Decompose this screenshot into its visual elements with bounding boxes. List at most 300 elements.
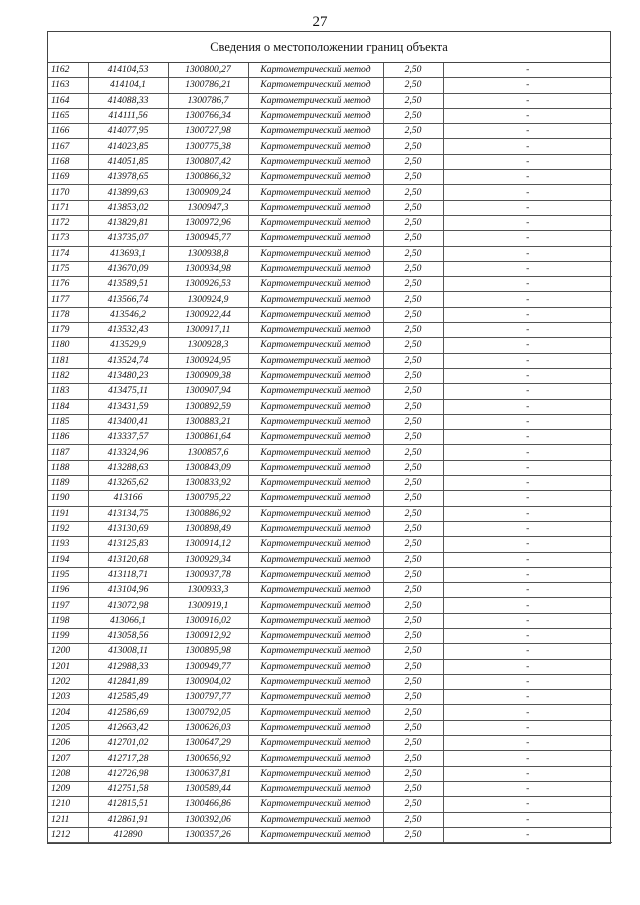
x-coordinate-cell: 412841,89 — [88, 674, 168, 689]
y-coordinate-cell: 1300914,12 — [168, 537, 248, 552]
precision-cell: 2,50 — [383, 705, 443, 720]
table-row — [48, 506, 612, 521]
precision-cell: 2,50 — [383, 781, 443, 796]
description-cell: - — [443, 537, 612, 552]
description-cell: - — [443, 644, 612, 659]
precision-cell: 2,50 — [383, 63, 443, 78]
table-row — [48, 185, 612, 200]
precision-cell: 2,50 — [383, 108, 443, 123]
precision-cell: 2,50 — [383, 797, 443, 812]
table-row — [48, 124, 612, 139]
y-coordinate-cell: 1300937,78 — [168, 567, 248, 582]
y-coordinate-cell: 1300883,21 — [168, 414, 248, 429]
y-coordinate-cell: 1300786,21 — [168, 78, 248, 93]
description-cell: - — [443, 185, 612, 200]
table-row — [48, 460, 612, 475]
precision-cell: 2,50 — [383, 674, 443, 689]
y-coordinate-cell: 1300800,27 — [168, 63, 248, 78]
x-coordinate-cell: 413058,56 — [88, 628, 168, 643]
point-number-cell: 1210 — [48, 797, 88, 812]
y-coordinate-cell: 1300857,6 — [168, 445, 248, 460]
y-coordinate-cell: 1300727,98 — [168, 124, 248, 139]
method-cell: Картометрический метод — [248, 583, 383, 598]
x-coordinate-cell: 413324,96 — [88, 445, 168, 460]
y-coordinate-cell: 1300929,34 — [168, 552, 248, 567]
method-cell: Картометрический метод — [248, 353, 383, 368]
x-coordinate-cell: 412663,42 — [88, 720, 168, 735]
description-cell: - — [443, 139, 612, 154]
description-cell: - — [443, 690, 612, 705]
precision-cell: 2,50 — [383, 261, 443, 276]
point-number-cell: 1206 — [48, 736, 88, 751]
method-cell: Картометрический метод — [248, 185, 383, 200]
description-cell: - — [443, 506, 612, 521]
table-row — [48, 231, 612, 246]
table-row — [48, 292, 612, 307]
point-number-cell: 1194 — [48, 552, 88, 567]
description-cell: - — [443, 414, 612, 429]
method-cell: Картометрический метод — [248, 63, 383, 78]
y-coordinate-cell: 1300934,98 — [168, 261, 248, 276]
y-coordinate-cell: 1300892,59 — [168, 399, 248, 414]
method-cell: Картометрический метод — [248, 384, 383, 399]
x-coordinate-cell: 412815,51 — [88, 797, 168, 812]
table-row — [48, 644, 612, 659]
y-coordinate-cell: 1300866,32 — [168, 170, 248, 185]
description-cell: - — [443, 628, 612, 643]
point-number-cell: 1187 — [48, 445, 88, 460]
point-number-cell: 1167 — [48, 139, 88, 154]
x-coordinate-cell: 413265,62 — [88, 476, 168, 491]
description-cell: - — [443, 674, 612, 689]
table-row — [48, 583, 612, 598]
point-number-cell: 1202 — [48, 674, 88, 689]
description-cell: - — [443, 323, 612, 338]
method-cell: Картометрический метод — [248, 170, 383, 185]
coordinates-table-body — [48, 63, 612, 843]
y-coordinate-cell: 1300922,44 — [168, 307, 248, 322]
x-coordinate-cell: 414104,53 — [88, 63, 168, 78]
description-cell: - — [443, 552, 612, 567]
precision-cell: 2,50 — [383, 598, 443, 613]
x-coordinate-cell: 413480,23 — [88, 368, 168, 383]
precision-cell: 2,50 — [383, 812, 443, 827]
point-number-cell: 1195 — [48, 567, 88, 582]
precision-cell: 2,50 — [383, 93, 443, 108]
precision-cell: 2,50 — [383, 552, 443, 567]
point-number-cell: 1180 — [48, 338, 88, 353]
method-cell: Картометрический метод — [248, 628, 383, 643]
description-cell: - — [443, 353, 612, 368]
table-row — [48, 690, 612, 705]
method-cell: Картометрический метод — [248, 812, 383, 827]
point-number-cell: 1182 — [48, 368, 88, 383]
y-coordinate-cell: 1300392,06 — [168, 812, 248, 827]
table-row — [48, 139, 612, 154]
method-cell: Картометрический метод — [248, 399, 383, 414]
precision-cell: 2,50 — [383, 460, 443, 475]
table-row — [48, 491, 612, 506]
x-coordinate-cell: 413120,68 — [88, 552, 168, 567]
table-row — [48, 812, 612, 827]
method-cell: Картометрический метод — [248, 215, 383, 230]
y-coordinate-cell: 1300833,92 — [168, 476, 248, 491]
table-row — [48, 108, 612, 123]
method-cell: Картометрический метод — [248, 506, 383, 521]
precision-cell: 2,50 — [383, 170, 443, 185]
y-coordinate-cell: 1300947,3 — [168, 200, 248, 215]
description-cell: - — [443, 736, 612, 751]
table-row — [48, 797, 612, 812]
y-coordinate-cell: 1300916,02 — [168, 613, 248, 628]
description-cell: - — [443, 567, 612, 582]
y-coordinate-cell: 1300626,03 — [168, 720, 248, 735]
table-row — [48, 200, 612, 215]
point-number-cell: 1200 — [48, 644, 88, 659]
method-cell: Картометрический метод — [248, 323, 383, 338]
description-cell: - — [443, 154, 612, 169]
x-coordinate-cell: 414111,56 — [88, 108, 168, 123]
description-cell: - — [443, 200, 612, 215]
point-number-cell: 1184 — [48, 399, 88, 414]
table-row — [48, 552, 612, 567]
table-row — [48, 445, 612, 460]
point-number-cell: 1189 — [48, 476, 88, 491]
x-coordinate-cell: 414088,33 — [88, 93, 168, 108]
point-number-cell: 1171 — [48, 200, 88, 215]
table-row — [48, 93, 612, 108]
description-cell: - — [443, 583, 612, 598]
description-cell: - — [443, 445, 612, 460]
description-cell: - — [443, 476, 612, 491]
description-cell: - — [443, 827, 612, 842]
description-cell: - — [443, 231, 612, 246]
y-coordinate-cell: 1300907,94 — [168, 384, 248, 399]
precision-cell: 2,50 — [383, 277, 443, 292]
x-coordinate-cell: 413529,9 — [88, 338, 168, 353]
precision-cell: 2,50 — [383, 751, 443, 766]
table-row — [48, 537, 612, 552]
table-row — [48, 736, 612, 751]
point-number-cell: 1193 — [48, 537, 88, 552]
precision-cell: 2,50 — [383, 231, 443, 246]
precision-cell: 2,50 — [383, 567, 443, 582]
table-row — [48, 720, 612, 735]
precision-cell: 2,50 — [383, 583, 443, 598]
method-cell: Картометрический метод — [248, 200, 383, 215]
method-cell: Картометрический метод — [248, 460, 383, 475]
description-cell: - — [443, 720, 612, 735]
x-coordinate-cell: 413532,43 — [88, 323, 168, 338]
table-row — [48, 827, 612, 842]
method-cell: Картометрический метод — [248, 445, 383, 460]
table-row — [48, 521, 612, 536]
method-cell: Картометрический метод — [248, 246, 383, 261]
description-cell: - — [443, 307, 612, 322]
y-coordinate-cell: 1300647,29 — [168, 736, 248, 751]
table-row — [48, 430, 612, 445]
x-coordinate-cell: 413735,07 — [88, 231, 168, 246]
method-cell: Картометрический метод — [248, 827, 383, 842]
point-number-cell: 1205 — [48, 720, 88, 735]
point-number-cell: 1178 — [48, 307, 88, 322]
point-number-cell: 1163 — [48, 78, 88, 93]
table-row — [48, 261, 612, 276]
precision-cell: 2,50 — [383, 720, 443, 735]
point-number-cell: 1191 — [48, 506, 88, 521]
method-cell: Картометрический метод — [248, 674, 383, 689]
table-row — [48, 384, 612, 399]
point-number-cell: 1172 — [48, 215, 88, 230]
y-coordinate-cell: 1300775,38 — [168, 139, 248, 154]
point-number-cell: 1176 — [48, 277, 88, 292]
y-coordinate-cell: 1300797,77 — [168, 690, 248, 705]
method-cell: Картометрический метод — [248, 797, 383, 812]
x-coordinate-cell: 412701,02 — [88, 736, 168, 751]
x-coordinate-cell: 412988,33 — [88, 659, 168, 674]
precision-cell: 2,50 — [383, 185, 443, 200]
description-cell: - — [443, 797, 612, 812]
method-cell: Картометрический метод — [248, 277, 383, 292]
table-row — [48, 751, 612, 766]
method-cell: Картометрический метод — [248, 705, 383, 720]
point-number-cell: 1196 — [48, 583, 88, 598]
method-cell: Картометрический метод — [248, 751, 383, 766]
description-cell: - — [443, 781, 612, 796]
precision-cell: 2,50 — [383, 613, 443, 628]
method-cell: Картометрический метод — [248, 521, 383, 536]
table-row — [48, 705, 612, 720]
x-coordinate-cell: 413524,74 — [88, 353, 168, 368]
y-coordinate-cell: 1300924,95 — [168, 353, 248, 368]
x-coordinate-cell: 412751,58 — [88, 781, 168, 796]
y-coordinate-cell: 1300786,7 — [168, 93, 248, 108]
y-coordinate-cell: 1300917,11 — [168, 323, 248, 338]
x-coordinate-cell: 414104,1 — [88, 78, 168, 93]
x-coordinate-cell: 413008,11 — [88, 644, 168, 659]
point-number-cell: 1211 — [48, 812, 88, 827]
y-coordinate-cell: 1300938,8 — [168, 246, 248, 261]
x-coordinate-cell: 413829,81 — [88, 215, 168, 230]
description-cell: - — [443, 108, 612, 123]
method-cell: Картометрический метод — [248, 766, 383, 781]
x-coordinate-cell: 413978,65 — [88, 170, 168, 185]
point-number-cell: 1166 — [48, 124, 88, 139]
point-number-cell: 1165 — [48, 108, 88, 123]
x-coordinate-cell: 414051,85 — [88, 154, 168, 169]
table-row — [48, 598, 612, 613]
precision-cell: 2,50 — [383, 200, 443, 215]
description-cell: - — [443, 705, 612, 720]
precision-cell: 2,50 — [383, 414, 443, 429]
point-number-cell: 1192 — [48, 521, 88, 536]
x-coordinate-cell: 413125,83 — [88, 537, 168, 552]
method-cell: Картометрический метод — [248, 567, 383, 582]
precision-cell: 2,50 — [383, 736, 443, 751]
precision-cell: 2,50 — [383, 628, 443, 643]
precision-cell: 2,50 — [383, 124, 443, 139]
x-coordinate-cell: 413589,51 — [88, 277, 168, 292]
precision-cell: 2,50 — [383, 644, 443, 659]
precision-cell: 2,50 — [383, 537, 443, 552]
precision-cell: 2,50 — [383, 292, 443, 307]
y-coordinate-cell: 1300919,1 — [168, 598, 248, 613]
description-cell: - — [443, 766, 612, 781]
x-coordinate-cell: 413130,69 — [88, 521, 168, 536]
table-row — [48, 154, 612, 169]
precision-cell: 2,50 — [383, 506, 443, 521]
precision-cell: 2,50 — [383, 399, 443, 414]
description-cell: - — [443, 215, 612, 230]
method-cell: Картометрический метод — [248, 154, 383, 169]
y-coordinate-cell: 1300926,53 — [168, 277, 248, 292]
description-cell: - — [443, 368, 612, 383]
precision-cell: 2,50 — [383, 307, 443, 322]
x-coordinate-cell: 413693,1 — [88, 246, 168, 261]
precision-cell: 2,50 — [383, 690, 443, 705]
y-coordinate-cell: 1300972,96 — [168, 215, 248, 230]
method-cell: Картометрический метод — [248, 368, 383, 383]
y-coordinate-cell: 1300656,92 — [168, 751, 248, 766]
table-row — [48, 277, 612, 292]
x-coordinate-cell: 414023,85 — [88, 139, 168, 154]
method-cell: Картометрический метод — [248, 659, 383, 674]
x-coordinate-cell: 412717,28 — [88, 751, 168, 766]
method-cell: Картометрический метод — [248, 108, 383, 123]
point-number-cell: 1190 — [48, 491, 88, 506]
x-coordinate-cell: 413066,1 — [88, 613, 168, 628]
description-cell: - — [443, 338, 612, 353]
table-row — [48, 353, 612, 368]
description-cell: - — [443, 613, 612, 628]
x-coordinate-cell: 412585,49 — [88, 690, 168, 705]
x-coordinate-cell: 413546,2 — [88, 307, 168, 322]
method-cell: Картометрический метод — [248, 781, 383, 796]
point-number-cell: 1186 — [48, 430, 88, 445]
point-number-cell: 1173 — [48, 231, 88, 246]
y-coordinate-cell: 1300904,02 — [168, 674, 248, 689]
point-number-cell: 1203 — [48, 690, 88, 705]
description-cell: - — [443, 399, 612, 414]
x-coordinate-cell: 412890 — [88, 827, 168, 842]
y-coordinate-cell: 1300933,3 — [168, 583, 248, 598]
method-cell: Картометрический метод — [248, 414, 383, 429]
y-coordinate-cell: 1300466,86 — [168, 797, 248, 812]
precision-cell: 2,50 — [383, 215, 443, 230]
description-cell: - — [443, 124, 612, 139]
point-number-cell: 1208 — [48, 766, 88, 781]
y-coordinate-cell: 1300843,09 — [168, 460, 248, 475]
table-row — [48, 659, 612, 674]
precision-cell: 2,50 — [383, 766, 443, 781]
point-number-cell: 1183 — [48, 384, 88, 399]
table-row — [48, 246, 612, 261]
method-cell: Картометрический метод — [248, 292, 383, 307]
y-coordinate-cell: 1300637,81 — [168, 766, 248, 781]
y-coordinate-cell: 1300909,24 — [168, 185, 248, 200]
y-coordinate-cell: 1300589,44 — [168, 781, 248, 796]
description-cell: - — [443, 292, 612, 307]
table-row — [48, 567, 612, 582]
precision-cell: 2,50 — [383, 445, 443, 460]
method-cell: Картометрический метод — [248, 537, 383, 552]
x-coordinate-cell: 412861,91 — [88, 812, 168, 827]
description-cell: - — [443, 598, 612, 613]
point-number-cell: 1168 — [48, 154, 88, 169]
y-coordinate-cell: 1300912,92 — [168, 628, 248, 643]
x-coordinate-cell: 413104,96 — [88, 583, 168, 598]
table-row — [48, 215, 612, 230]
description-cell: - — [443, 460, 612, 475]
point-number-cell: 1181 — [48, 353, 88, 368]
x-coordinate-cell: 412726,98 — [88, 766, 168, 781]
y-coordinate-cell: 1300895,98 — [168, 644, 248, 659]
page-number: 27 — [312, 14, 328, 30]
method-cell: Картометрический метод — [248, 552, 383, 567]
x-coordinate-cell: 413475,11 — [88, 384, 168, 399]
point-number-cell: 1198 — [48, 613, 88, 628]
x-coordinate-cell: 413431,59 — [88, 399, 168, 414]
point-number-cell: 1179 — [48, 323, 88, 338]
point-number-cell: 1185 — [48, 414, 88, 429]
point-number-cell: 1170 — [48, 185, 88, 200]
precision-cell: 2,50 — [383, 338, 443, 353]
method-cell: Картометрический метод — [248, 338, 383, 353]
point-number-cell: 1177 — [48, 292, 88, 307]
point-number-cell: 1197 — [48, 598, 88, 613]
method-cell: Картометрический метод — [248, 598, 383, 613]
table-row — [48, 338, 612, 353]
precision-cell: 2,50 — [383, 78, 443, 93]
precision-cell: 2,50 — [383, 476, 443, 491]
method-cell: Картометрический метод — [248, 644, 383, 659]
coordinates-frame — [47, 31, 611, 844]
coordinates-table — [48, 63, 612, 843]
method-cell: Картометрический метод — [248, 78, 383, 93]
method-cell: Картометрический метод — [248, 476, 383, 491]
point-number-cell: 1174 — [48, 246, 88, 261]
method-cell: Картометрический метод — [248, 139, 383, 154]
y-coordinate-cell: 1300924,9 — [168, 292, 248, 307]
x-coordinate-cell: 414077,95 — [88, 124, 168, 139]
precision-cell: 2,50 — [383, 384, 443, 399]
x-coordinate-cell: 413566,74 — [88, 292, 168, 307]
description-cell: - — [443, 93, 612, 108]
precision-cell: 2,50 — [383, 323, 443, 338]
x-coordinate-cell: 413337,57 — [88, 430, 168, 445]
table-row — [48, 628, 612, 643]
table-row — [48, 307, 612, 322]
x-coordinate-cell: 413118,71 — [88, 567, 168, 582]
point-number-cell: 1209 — [48, 781, 88, 796]
table-row — [48, 78, 612, 93]
table-row — [48, 613, 612, 628]
x-coordinate-cell: 413853,02 — [88, 200, 168, 215]
y-coordinate-cell: 1300792,05 — [168, 705, 248, 720]
table-row — [48, 399, 612, 414]
description-cell: - — [443, 521, 612, 536]
precision-cell: 2,50 — [383, 430, 443, 445]
y-coordinate-cell: 1300807,42 — [168, 154, 248, 169]
method-cell: Картометрический метод — [248, 261, 383, 276]
precision-cell: 2,50 — [383, 353, 443, 368]
description-cell: - — [443, 170, 612, 185]
table-row — [48, 781, 612, 796]
method-cell: Картометрический метод — [248, 613, 383, 628]
y-coordinate-cell: 1300795,22 — [168, 491, 248, 506]
y-coordinate-cell: 1300945,77 — [168, 231, 248, 246]
description-cell: - — [443, 63, 612, 78]
